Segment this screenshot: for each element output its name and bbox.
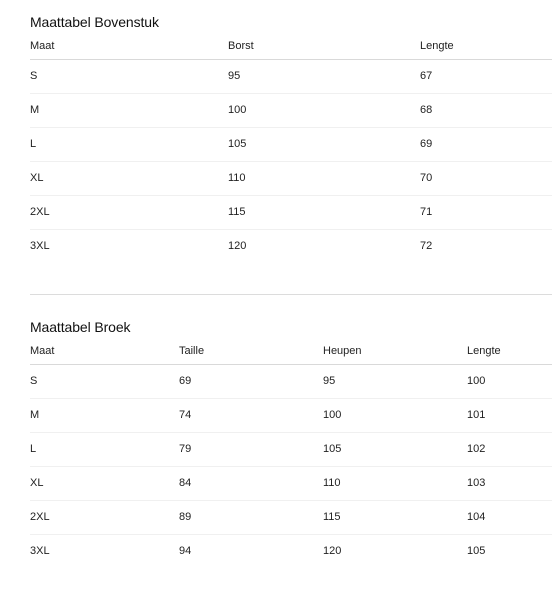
cell-size: 3XL (30, 545, 50, 557)
cell-length: 101 (467, 399, 552, 433)
cell-size: 3XL (30, 240, 50, 252)
cell-hips: 100 (323, 399, 467, 433)
cell-waist: 79 (179, 433, 323, 467)
cell-length: 70 (420, 162, 552, 196)
column-header-hips: Heupen (323, 338, 467, 365)
size-chart-top-section (30, 13, 552, 263)
cell-hips: 115 (323, 501, 467, 535)
cell-waist: 74 (179, 399, 323, 433)
cell-size: XL (30, 467, 179, 501)
table-row (30, 162, 552, 196)
cell-size: M (30, 399, 179, 433)
cell-chest: 100 (228, 94, 420, 128)
table-header-row (30, 33, 552, 60)
size-chart-top-table (30, 33, 552, 263)
cell-chest: 110 (228, 162, 420, 196)
cell-waist: 89 (179, 501, 323, 535)
column-header-length: Lengte (467, 338, 552, 365)
table-row (30, 399, 552, 433)
table-row (30, 230, 552, 264)
cell-waist: 94 (179, 545, 192, 557)
cell-length: 67 (420, 60, 552, 94)
cell-length: 68 (420, 94, 552, 128)
cell-chest: 95 (228, 60, 420, 94)
cell-size: S (30, 365, 179, 399)
size-chart-top-title: Maattabel Bovenstuk (30, 14, 159, 30)
size-chart-bottom-section (30, 318, 552, 568)
cell-chest: 105 (228, 128, 420, 162)
cell-waist: 84 (179, 467, 323, 501)
section-divider (30, 294, 552, 295)
cell-length: 105 (467, 545, 486, 557)
cell-hips: 110 (323, 467, 467, 501)
cell-length: 69 (420, 128, 552, 162)
table-row (30, 60, 552, 94)
table-row (30, 94, 552, 128)
size-chart-bottom-table (30, 338, 552, 568)
table-row (30, 365, 552, 399)
cell-hips: 105 (323, 433, 467, 467)
cell-length: 72 (420, 240, 433, 252)
cell-size: L (30, 128, 228, 162)
cell-length: 103 (467, 467, 552, 501)
table-row (30, 501, 552, 535)
cell-waist: 69 (179, 365, 323, 399)
cell-chest: 115 (228, 196, 420, 230)
column-header-size: Maat (30, 338, 179, 365)
column-header-chest: Borst (228, 33, 420, 60)
cell-hips: 95 (323, 365, 467, 399)
table-row (30, 467, 552, 501)
cell-size: 2XL (30, 501, 179, 535)
cell-hips: 120 (323, 545, 342, 557)
table-header-row (30, 338, 552, 365)
table-row (30, 128, 552, 162)
column-header-waist: Taille (179, 338, 323, 365)
cell-size: S (30, 60, 228, 94)
cell-length: 104 (467, 501, 552, 535)
size-chart-bottom-title: Maattabel Broek (30, 319, 131, 335)
column-header-length: Lengte (420, 33, 552, 60)
table-row (30, 433, 552, 467)
cell-length: 71 (420, 196, 552, 230)
cell-size: L (30, 433, 179, 467)
cell-length: 100 (467, 365, 552, 399)
cell-size: XL (30, 162, 228, 196)
column-header-size: Maat (30, 33, 228, 60)
cell-length: 102 (467, 433, 552, 467)
cell-size: M (30, 94, 228, 128)
table-row (30, 535, 552, 569)
cell-size: 2XL (30, 196, 228, 230)
table-row (30, 196, 552, 230)
cell-chest: 120 (228, 240, 247, 252)
